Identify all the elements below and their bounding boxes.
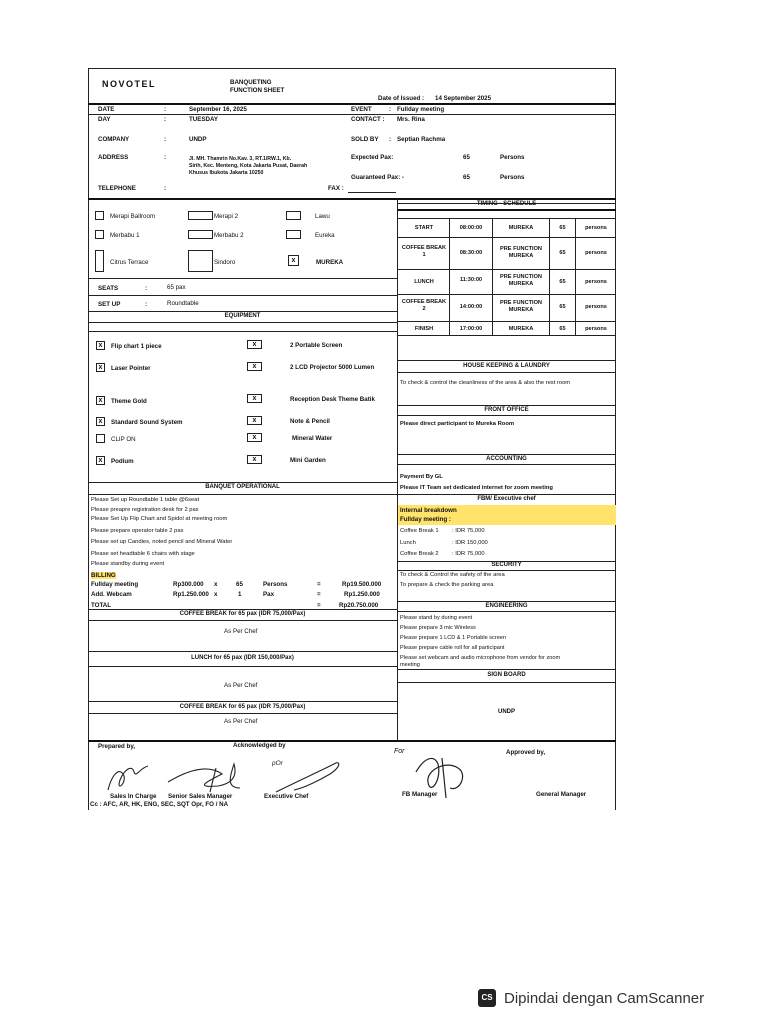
- camscanner-text: Dipindai dengan CamScanner: [504, 989, 705, 1007]
- day-value: TUESDAY: [189, 116, 218, 123]
- date-of-issue-value: 14 September 2025: [435, 95, 492, 102]
- setup-label: SET UP: [98, 301, 121, 308]
- banquet-line: Please Set Up Flip Chart and Spidol at meeting room: [91, 516, 228, 522]
- equipment-item: 2 Portable Screen: [290, 342, 343, 349]
- expected-pax-value: 65: [463, 154, 470, 161]
- room-checkbox[interactable]: [286, 230, 301, 239]
- menu-top: [88, 701, 397, 702]
- doc-title-line-2: FUNCTION SHEET: [230, 87, 285, 94]
- menu-divider: [88, 713, 397, 714]
- housekeeping-title: HOUSE KEEPING & LAUNDRY: [463, 363, 550, 369]
- room-checkbox[interactable]: [188, 211, 213, 220]
- info-bottom-divider: [88, 198, 616, 200]
- acknowledged-by-label: Acknowledged by: [233, 742, 286, 749]
- banquet-top: [88, 482, 397, 483]
- security-divider: [397, 570, 616, 571]
- room-checkbox[interactable]: [286, 211, 301, 220]
- schedule-pax: 65: [559, 326, 566, 332]
- menu-title: COFFEE BREAK for 65 pax (IDR 75,000/Pax): [179, 611, 306, 617]
- room-checkbox[interactable]: [188, 230, 213, 239]
- address-line-2: Sirih, Kec. Menteng, Kota Jakarta Pusat, Daerah: [189, 163, 308, 169]
- banquet-line: Please Set up Roundtable 1 table @6seat: [91, 497, 200, 503]
- guaranteed-pax-value: 65: [463, 174, 470, 181]
- room-name: Sindoro: [214, 259, 236, 266]
- schedule-event: LUNCH: [414, 279, 434, 285]
- sheet-border-right: [615, 68, 616, 810]
- engineering-line: Please prepare 3 mic Wireless: [400, 625, 476, 631]
- fnb-item-value: : IDR 75,000: [452, 528, 485, 534]
- menu-note: As Per Chef: [224, 682, 258, 689]
- column-divider: [397, 199, 398, 741]
- schedule-col-line: [575, 218, 576, 335]
- date-value: September 16, 2025: [189, 106, 247, 113]
- equipment-checkbox[interactable]: x: [96, 363, 105, 372]
- engineering-line: Please prepare 1 LCD & 1 Portable screen: [400, 635, 507, 641]
- handwritten-for: For: [394, 748, 405, 755]
- room-name: Lawu: [315, 213, 330, 220]
- engineering-top: [397, 601, 616, 602]
- billing-item: Add. Webcam: [91, 591, 132, 598]
- sales-in-charge-label: Sales In Charge: [110, 793, 157, 800]
- banquet-line: Please prepare operator table 2 pax: [91, 528, 184, 534]
- menu-top: [88, 651, 397, 652]
- novotel-logo: NOVOTEL: [102, 79, 157, 89]
- menu-note: As Per Chef: [224, 718, 258, 725]
- address-line-3: Khusus Ibukota Jakarta 10250: [189, 170, 264, 176]
- contact-label: CONTACT :: [351, 116, 385, 123]
- event-value: Fullday meeting: [397, 106, 445, 113]
- sign-board-divider: [397, 682, 616, 683]
- schedule-unit: persons: [585, 326, 607, 332]
- menu-title: COFFEE BREAK for 65 pax (IDR 75,000/Pax): [179, 704, 306, 710]
- front-office-text: Please direct participant to Mureka Room: [400, 421, 515, 427]
- schedule-unit: persons: [585, 225, 607, 231]
- contact-value: Mrs. Rina: [397, 116, 425, 123]
- equipment-checkbox[interactable]: x: [96, 417, 105, 426]
- billing-total: Rp1.250.000: [344, 591, 380, 598]
- address-label: ADDRESS: [98, 154, 129, 161]
- accounting-divider: [397, 464, 616, 465]
- billing-unit: Pax: [263, 591, 275, 598]
- setup-value: Roundtable: [167, 300, 199, 307]
- soldby-value: Septian Rachma: [397, 136, 446, 143]
- fb-manager-label: FB Manager: [402, 791, 438, 798]
- fnb-highlight-line-2: Fullday meeting :: [400, 516, 451, 523]
- sales-signature: [108, 766, 148, 790]
- schedule-col-line: [549, 218, 550, 335]
- company-label: COMPANY: [98, 136, 130, 143]
- equipment-title: EQUIPMENT: [224, 313, 261, 319]
- room-checkbox[interactable]: [95, 250, 104, 272]
- equipment-checkbox[interactable]: x: [247, 394, 262, 403]
- engineering-line: Please set webcam and audio microphone from vendor for zoom: [400, 655, 561, 661]
- equipment-item: Podium: [111, 458, 134, 465]
- equipment-title-divider: [88, 322, 397, 323]
- room-checkbox[interactable]: [188, 250, 213, 272]
- function-sheet: [88, 68, 616, 810]
- equipment-checkbox[interactable]: x: [96, 396, 105, 405]
- equipment-item: Theme Gold: [111, 398, 147, 405]
- seats-divider: [88, 295, 397, 296]
- banquet-line: Please set up Candies, noted pencil and Mineral Water: [91, 539, 233, 545]
- housekeeping-text: To check & control the cleanliness of the area & also the rest room: [400, 380, 571, 386]
- billing-x: x: [214, 591, 218, 598]
- equipment-checkbox[interactable]: [96, 434, 105, 443]
- telephone-label: TELEPHONE: [98, 185, 136, 192]
- engineering-line: Please stand by during event: [400, 615, 473, 621]
- schedule-venue: PRE FUNCTION MUREKA: [500, 274, 542, 287]
- room-name: Citrus Terrace: [110, 259, 149, 266]
- engineering-title: ENGINEERING: [485, 603, 528, 609]
- billing-qty: 1: [238, 591, 242, 598]
- colon: :: [164, 136, 167, 143]
- room-name: Eureka: [315, 232, 335, 239]
- colon: :: [389, 136, 392, 143]
- expected-pax-label: Expected Pax:: [351, 154, 394, 161]
- signature-top: [88, 740, 616, 742]
- equipment-item: CLIP ON: [111, 436, 136, 443]
- exec-chef-signature: [276, 763, 339, 792]
- engineering-divider: [397, 611, 616, 612]
- front-office-title: FRONT OFFICE: [484, 407, 529, 413]
- day-label: DAY: [98, 116, 111, 123]
- housekeeping-divider: [397, 372, 616, 373]
- billing-price: Rp1.250.000: [173, 591, 209, 598]
- billing-total-eq: =: [317, 602, 321, 609]
- schedule-event: COFFEE BREAK 1: [401, 245, 447, 258]
- equipment-item: Flip chart 1 piece: [111, 343, 162, 350]
- room-name: MUREKA: [316, 259, 344, 266]
- billing-title: BILLING: [91, 572, 116, 579]
- fnb-item-value: : IDR 150,000: [452, 540, 488, 546]
- equipment-checkbox[interactable]: x: [247, 433, 262, 442]
- equipment-item: Laser Pointer: [111, 365, 151, 372]
- accounting-line-2: Please IT Team set dedicated internet for zoom meeting: [400, 485, 553, 491]
- schedule-time: 08:30:00: [459, 250, 483, 256]
- billing-total: Rp19.500.000: [342, 581, 382, 588]
- schedule-event: FINISH: [414, 326, 434, 332]
- sheet-border-left: [88, 68, 89, 810]
- banquet-line: Please set headtable 6 chairs with stage: [91, 551, 195, 557]
- equipment-item: Mini Garden: [290, 457, 326, 464]
- front-office-top: [397, 405, 616, 406]
- banquet-divider: [88, 494, 616, 495]
- company-value: UNDP: [189, 136, 207, 143]
- billing-price: Rp300.000: [173, 581, 204, 588]
- colon: :: [164, 106, 167, 113]
- equipment-checkbox[interactable]: x: [247, 416, 262, 425]
- senior-sales-manager-label: Senior Sales Manager: [168, 793, 233, 800]
- room-checkbox[interactable]: x: [288, 255, 299, 266]
- menu-top: [88, 609, 397, 610]
- front-office-divider: [397, 415, 616, 416]
- equipment-item: Reception Desk Theme Batik: [290, 396, 375, 403]
- billing-total-value: Rp20.750.000: [339, 602, 379, 609]
- info-divider: [88, 114, 616, 115]
- colon: :: [164, 116, 167, 123]
- equipment-item: Mineral Water: [292, 435, 333, 442]
- engineering-line: Please prepare cable roll for all participant: [400, 645, 505, 651]
- room-name: Merbabu 2: [214, 232, 244, 239]
- senior-sales-signature: [168, 764, 240, 792]
- address-line-1: Jl. MH. Thamrin No.Kav. 3, RT.1/RW.1, Kb.: [189, 156, 292, 162]
- equipment-item: 2 LCD Projector 5000 Lumen: [290, 364, 375, 371]
- schedule-venue: PRE FUNCTION MUREKA: [500, 300, 542, 313]
- fnb-item-label: Coffee Break 2: [400, 551, 439, 557]
- fnb-item-label: Coffee Break 1: [400, 528, 439, 534]
- guaranteed-pax-label: Guaranteed Pax: -: [351, 174, 404, 181]
- doc-title-line-1: BANQUETING: [230, 79, 272, 86]
- schedule-pax: 65: [559, 304, 566, 310]
- sheet-border-top: [88, 68, 616, 69]
- room-name: Merapi 2: [214, 213, 239, 220]
- fax-label: FAX :: [328, 185, 344, 192]
- equipment-checkbox[interactable]: x: [247, 455, 262, 464]
- billing-unit: Persons: [263, 581, 288, 588]
- equipment-checkbox[interactable]: x: [96, 456, 105, 465]
- schedule-venue: PRE FUNCTION MUREKA: [500, 246, 542, 259]
- security-title: SECURITY: [491, 562, 522, 568]
- handwritten-por: pOr: [272, 760, 283, 767]
- equipment-checkbox[interactable]: x: [247, 340, 262, 349]
- equipment-item: Note & Pencil: [290, 418, 330, 425]
- room-name: Merbabu 1: [110, 232, 140, 239]
- schedule-event: START: [414, 225, 434, 231]
- schedule-event: COFFEE BREAK 2: [401, 299, 447, 312]
- schedule-row-line: [397, 294, 616, 295]
- banquet-line: Please standby during event: [91, 561, 165, 567]
- date-of-issue-label: Date of Issued :: [378, 95, 425, 102]
- soldby-label: SOLD BY: [351, 136, 379, 143]
- setup-divider: [88, 311, 397, 312]
- menu-divider: [88, 620, 397, 621]
- event-label: EVENT: [351, 106, 372, 113]
- sign-board-title: SIGN BOARD: [487, 672, 526, 678]
- billing-total-label: TOTAL: [91, 602, 112, 609]
- fnb-title: FBM/ Executive chef: [477, 496, 536, 502]
- rooms-bottom-divider: [88, 278, 397, 279]
- schedule-pax: 65: [559, 225, 566, 231]
- executive-chef-label: Executive Chef: [264, 793, 309, 800]
- engineering-line: meeting: [400, 662, 420, 668]
- room-checkbox[interactable]: [95, 211, 104, 220]
- menu-note: As Per Chef: [224, 628, 258, 635]
- accounting-title: ACCOUNTING: [486, 456, 527, 462]
- schedule-time: 08:00:00: [459, 225, 483, 231]
- date-label: DATE: [98, 106, 115, 113]
- security-line-1: To check & Control the safety of the area: [400, 572, 505, 578]
- seats-value: 65 pax: [167, 284, 186, 291]
- fax-underline: [348, 192, 396, 193]
- colon: :: [145, 285, 148, 292]
- schedule-time: 17:00:00: [459, 326, 483, 332]
- expected-pax-unit: Persons: [500, 154, 525, 161]
- billing-x: x: [214, 581, 218, 588]
- cc-list: Cc : AFC, AR, HK, ENG, SEC, SQT Opr, FO / NA: [90, 801, 229, 808]
- guaranteed-pax-unit: Persons: [500, 174, 525, 181]
- equipment-checkbox[interactable]: x: [247, 362, 262, 371]
- banquet-line: Please preapre registration desk for 2 pax: [91, 507, 199, 513]
- colon: :: [164, 185, 167, 192]
- equipment-checkbox[interactable]: x: [96, 341, 105, 350]
- schedule-unit: persons: [585, 279, 607, 285]
- banquet-title: BANQUET OPERATIONAL: [205, 484, 280, 490]
- menu-divider: [88, 666, 397, 667]
- colon: :: [145, 301, 148, 308]
- security-line-2: To prepare & check the parking area: [400, 582, 494, 588]
- equipment-title-divider-2: [88, 331, 397, 332]
- general-manager-label: General Manager: [536, 791, 587, 798]
- header-divider: [88, 103, 616, 105]
- housekeeping-top: [397, 360, 616, 361]
- colon: :: [164, 154, 167, 161]
- schedule-row-line: [397, 335, 616, 336]
- schedule-row-line: [397, 269, 616, 270]
- sign-board-value: UNDP: [497, 709, 515, 715]
- schedule-venue: MUREKA: [508, 225, 534, 231]
- billing-eq: =: [317, 581, 321, 588]
- accounting-top: [397, 454, 616, 455]
- schedule-unit: persons: [585, 304, 607, 310]
- schedule-row-line: [397, 218, 616, 219]
- seats-label: SEATS: [98, 285, 119, 292]
- billing-item: Fullday meeting: [91, 581, 139, 588]
- billing-eq: =: [317, 591, 321, 598]
- schedule-row-line: [397, 237, 616, 238]
- room-name: Merapi Ballroom: [110, 213, 156, 220]
- billing-qty: 65: [236, 581, 243, 588]
- schedule-pax: 65: [559, 250, 566, 256]
- approved-by-label: Approved by,: [506, 749, 546, 756]
- equipment-item: Standard Sound System: [111, 419, 183, 426]
- fnb-item-label: Lunch: [400, 540, 416, 546]
- schedule-time: 14:00:00: [459, 304, 483, 310]
- schedule-pax: 65: [559, 279, 566, 285]
- schedule-unit: persons: [585, 250, 607, 256]
- camscanner-icon: CS: [478, 989, 496, 1007]
- room-checkbox[interactable]: [95, 230, 104, 239]
- schedule-title-divider: [397, 209, 616, 211]
- sign-board-top: [397, 669, 616, 670]
- colon: :: [389, 106, 392, 113]
- prepared-by-label: Prepared by,: [98, 743, 136, 750]
- fnb-item-value: : IDR 75,000: [452, 551, 485, 557]
- schedule-row-line: [397, 321, 616, 322]
- schedule-venue: MUREKA: [508, 326, 534, 332]
- fnb-highlight-line-1: Internal breakdown: [400, 507, 457, 514]
- accounting-line-1: Payment By GL: [400, 474, 443, 480]
- menu-title: LUNCH for 65 pax (IDR 150,000/Pax): [191, 655, 294, 661]
- schedule-time: 11:30:00: [459, 277, 483, 283]
- schedule-title: TIMING - SCHEDULE: [476, 201, 537, 207]
- camscanner-watermark: [478, 985, 758, 1011]
